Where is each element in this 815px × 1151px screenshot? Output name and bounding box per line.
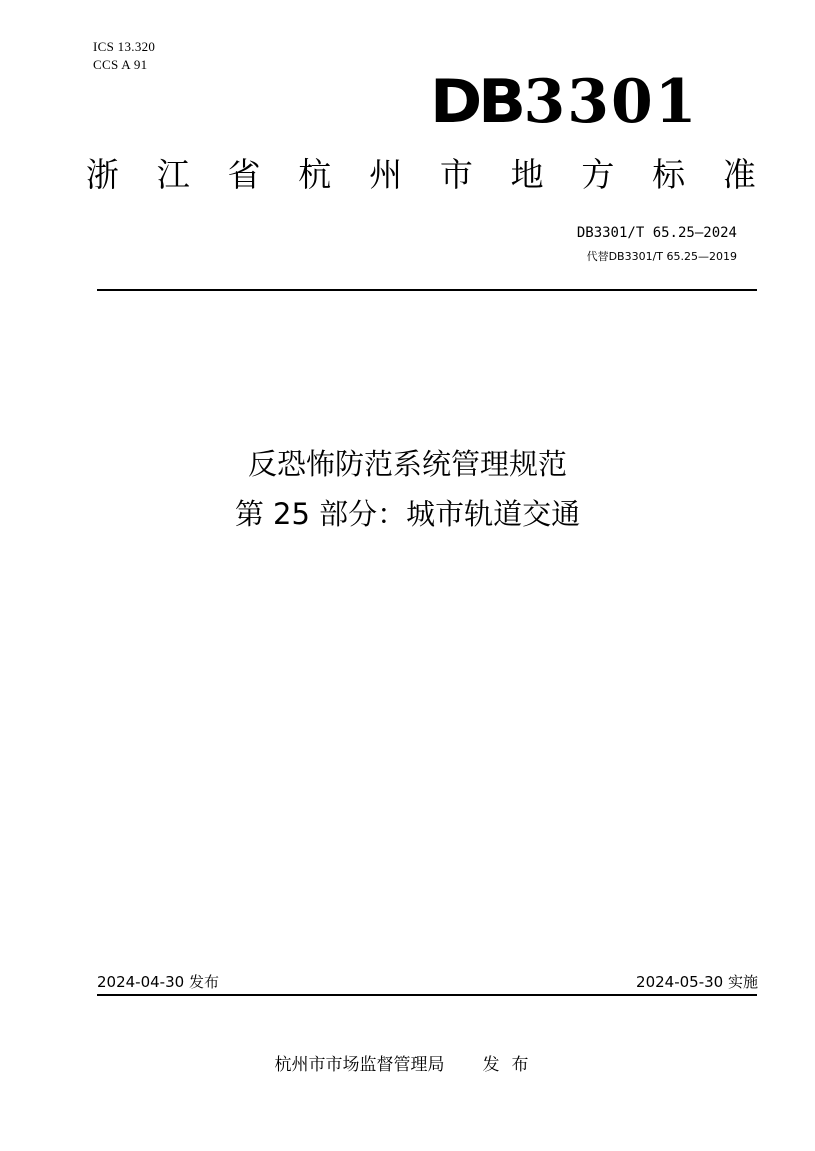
header-divider: [97, 289, 757, 291]
issue-date: 2024-04-30 发布: [97, 973, 219, 991]
replaces-standard: 代替DB3301/T 65.25—2019: [586, 250, 737, 263]
publisher-line: [0, 1054, 815, 1076]
publisher-name: 杭州市市场监督管理局: [274, 1055, 445, 1075]
standard-type-char: 浙: [86, 155, 119, 194]
standard-type-char: 地: [510, 155, 544, 194]
document-title-line2: 第 25 部分：城市轨道交通: [234, 497, 581, 531]
ics-code: ICS 13.320: [93, 39, 156, 54]
standard-type-char: 市: [439, 155, 473, 194]
standard-type-char: 杭: [298, 155, 332, 194]
standard-type-heading: [86, 153, 756, 197]
db-logo-letters: DB: [430, 67, 522, 137]
db-logo-number: 3301: [523, 67, 699, 137]
document-title-line1: 反恐怖防范系统管理规范: [247, 447, 567, 481]
ccs-code: CCS A 91: [93, 57, 148, 72]
db-logo: [430, 67, 699, 137]
publish-action: 发布: [482, 1055, 541, 1075]
standard-type-char: 州: [369, 155, 403, 194]
implementation-date: 2024-05-30 实施: [636, 973, 758, 991]
standard-code: DB3301/T 65.25—2024: [576, 225, 737, 241]
standard-type-char: 江: [156, 155, 190, 194]
standard-type-char: 准: [722, 155, 756, 194]
standard-type-char: 省: [227, 155, 261, 194]
footer-divider: [97, 994, 757, 996]
standard-type-char: 方: [581, 155, 615, 194]
standard-type-char: 标: [652, 155, 686, 194]
